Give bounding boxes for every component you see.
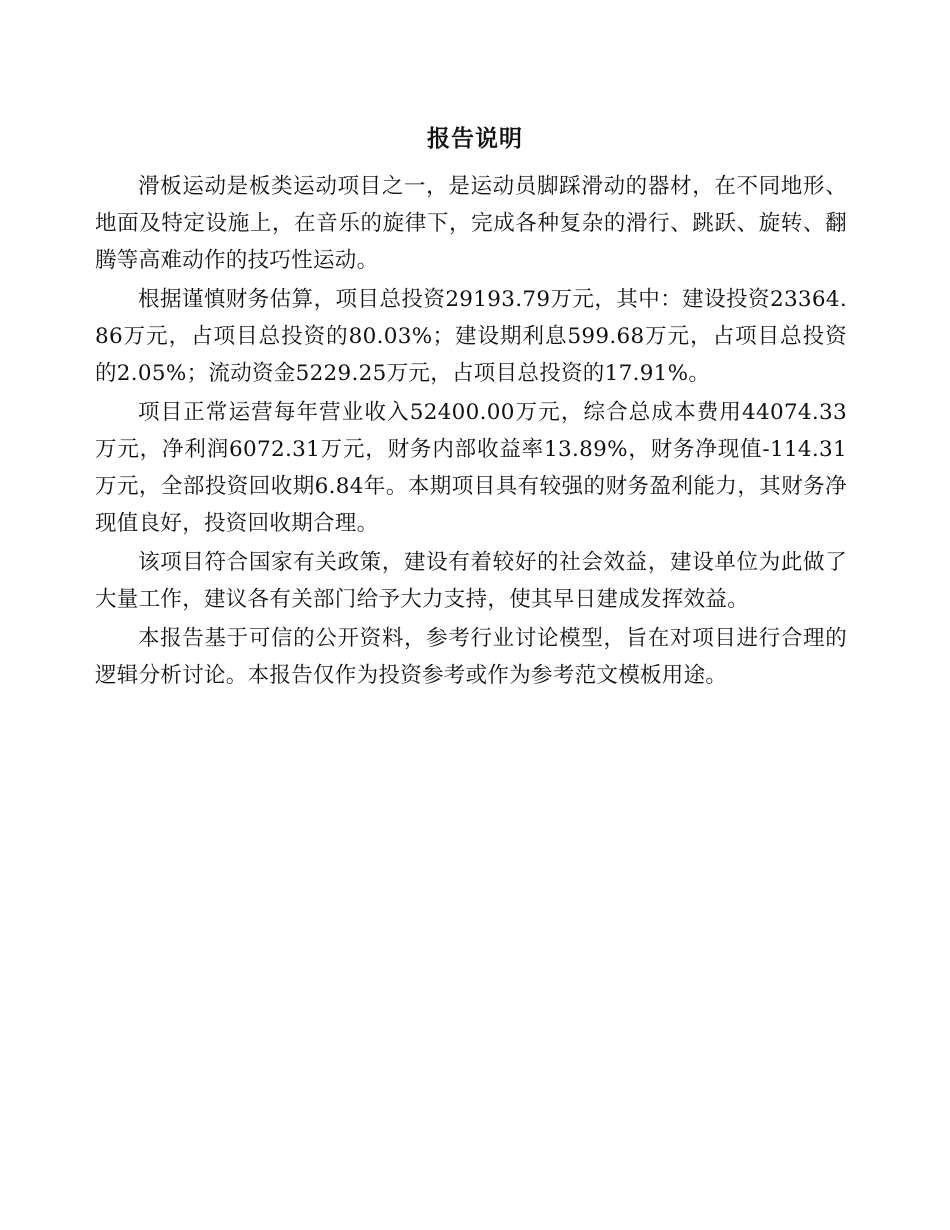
paragraph-disclaimer: 本报告基于可信的公开资料，参考行业讨论模型，旨在对项目进行合理的逻辑分析讨论。本报告仅作为投资参考或作为参考范文模板用途。 (95, 626, 847, 688)
document-title: 报告说明 (427, 126, 523, 152)
paragraph-intro: 滑板运动是板类运动项目之一，是运动员脚踩滑动的器材，在不同地形、地面及特定设施上，在音乐的旋律下，完成各种复杂的滑行、跳跃、旋转、翻腾等高难动作的技巧性运动。 (95, 174, 847, 273)
paragraph-investment: 根据谨慎财务估算，项目总投资29193.79万元，其中：建设投资23364.86万元，占项目总投资的80.03%；建设期利息599.68万元，占项目总投资的2.05%；流动资金5229.25万元，占项目总投资的17.91%。 (95, 287, 847, 386)
paragraph-policy: 该项目符合国家有关政策，建设有着较好的社会效益，建设单位为此做了大量工作，建议各有关部门给予大力支持，使其早日建成发挥效益。 (95, 550, 847, 612)
document-body (95, 168, 847, 696)
paragraph-operations: 项目正常运营每年营业收入52400.00万元，综合总成本费用44074.33万元，净利润6072.31万元，财务内部收益率13.89%，财务净现值-114.31万元，全部投资回收期6.84年。本期项目具有较强的财务盈利能力，其财务净现值良好，投资回收期合理。 (95, 400, 847, 536)
